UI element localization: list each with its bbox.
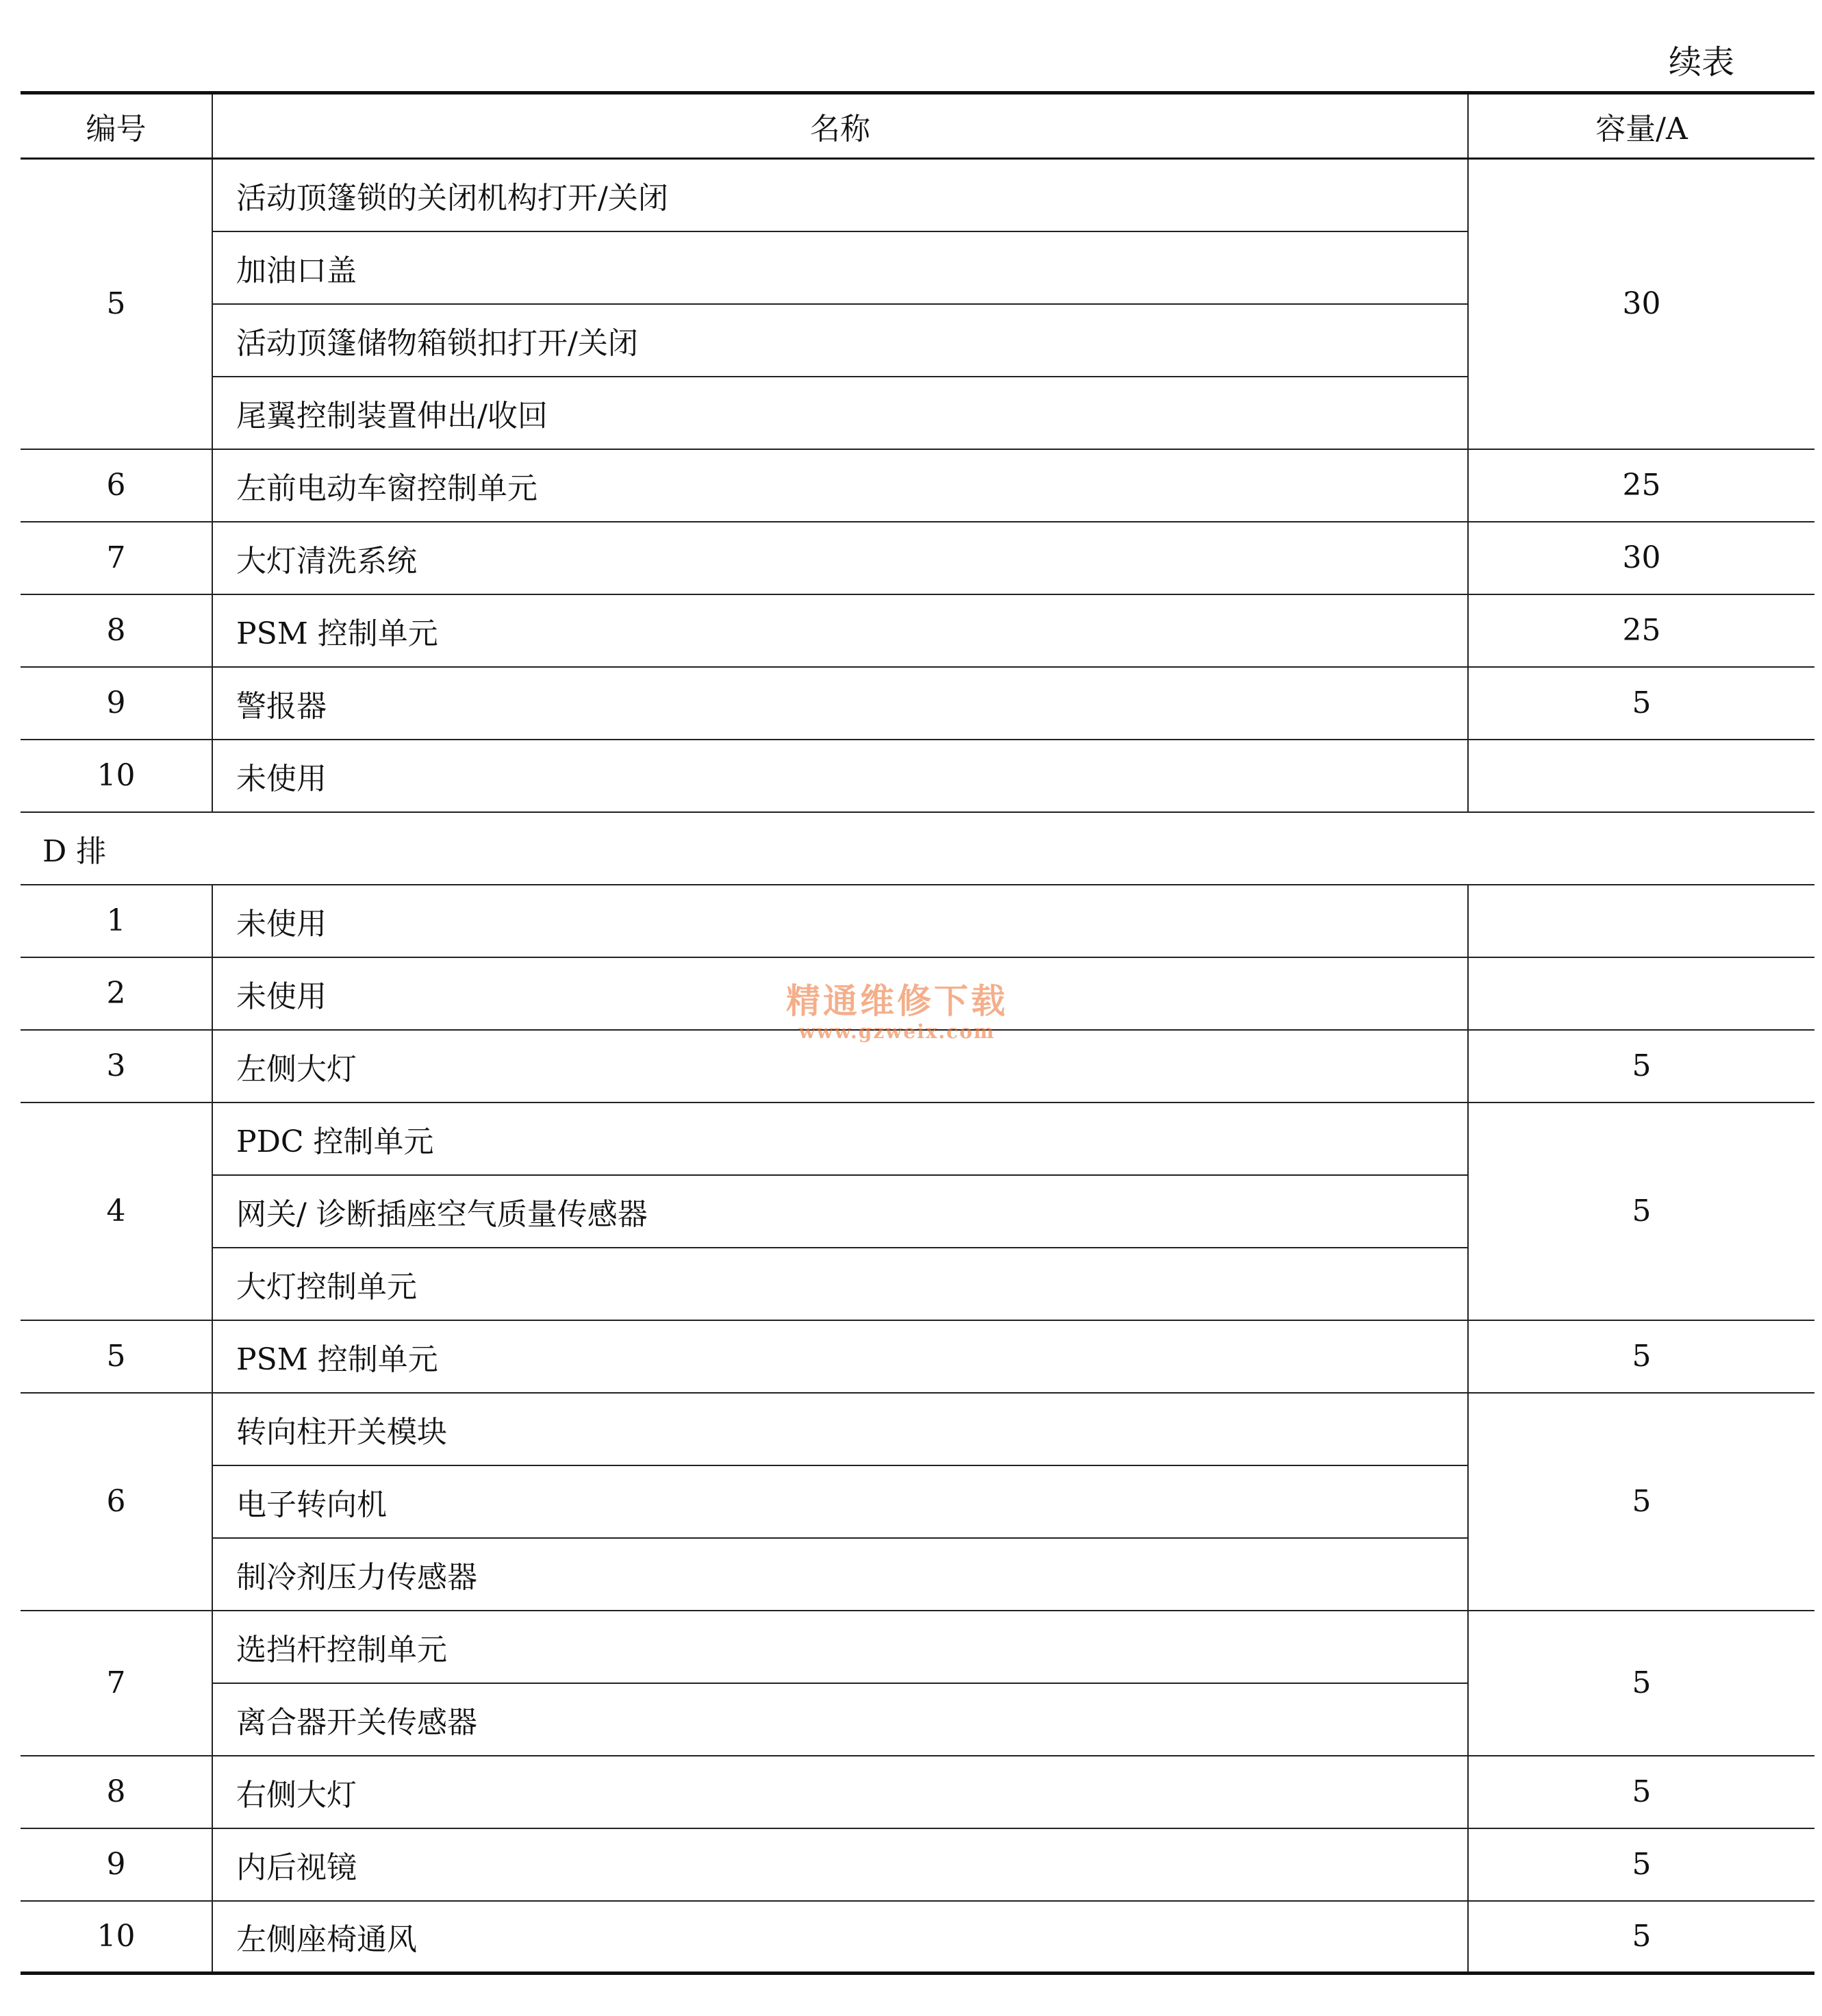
row-name: 大灯控制单元: [212, 1248, 1468, 1320]
row-capacity: 5: [1468, 1756, 1814, 1828]
section-row: [21, 812, 1814, 885]
continued-label: 续表: [1668, 43, 1734, 81]
row-number: 10: [21, 740, 212, 812]
table-row: [21, 522, 1814, 594]
row-capacity: 30: [1468, 159, 1814, 449]
row-number: 8: [21, 1756, 212, 1828]
row-number: 5: [21, 1320, 212, 1393]
row-name: PSM 控制单元: [212, 1320, 1468, 1393]
table-row: [21, 1611, 1814, 1683]
row-number: 9: [21, 667, 212, 740]
row-name: PDC 控制单元: [212, 1102, 1468, 1175]
row-capacity: 25: [1468, 594, 1814, 667]
row-number: 10: [21, 1901, 212, 1974]
row-name: 转向柱开关模块: [212, 1393, 1468, 1465]
row-name: PSM 控制单元: [212, 594, 1468, 667]
row-capacity: 5: [1468, 1030, 1814, 1102]
row-capacity: 5: [1468, 1828, 1814, 1901]
row-number: 8: [21, 594, 212, 667]
row-capacity: [1468, 885, 1814, 957]
row-number: 1: [21, 885, 212, 957]
row-name: 尾翼控制装置伸出/收回: [212, 377, 1468, 449]
row-name: 左侧大灯: [212, 1030, 1468, 1102]
row-name: 加油口盖: [212, 231, 1468, 304]
table-row: [21, 159, 1814, 231]
table-row: [21, 1102, 1814, 1175]
row-number: 3: [21, 1030, 212, 1102]
row-number: 7: [21, 522, 212, 594]
row-name: 警报器: [212, 667, 1468, 740]
header-name: 名称: [212, 93, 1468, 159]
row-name: 右侧大灯: [212, 1756, 1468, 1828]
row-number: 6: [21, 449, 212, 522]
row-number: 6: [21, 1393, 212, 1611]
table-row: [21, 1320, 1814, 1393]
row-number: 2: [21, 957, 212, 1030]
table-row: [21, 1828, 1814, 1901]
table-row: [21, 885, 1814, 957]
table-row: [21, 594, 1814, 667]
row-capacity: 5: [1468, 1320, 1814, 1393]
row-number: 5: [21, 159, 212, 449]
row-name: 未使用: [212, 740, 1468, 812]
row-capacity: 5: [1468, 1901, 1814, 1974]
row-name: 制冷剂压力传感器: [212, 1538, 1468, 1611]
row-capacity: 30: [1468, 522, 1814, 594]
row-name: 网关/ 诊断插座空气质量传感器: [212, 1175, 1468, 1248]
row-name: 活动顶篷储物箱锁扣打开/关闭: [212, 304, 1468, 377]
row-capacity: 5: [1468, 1611, 1814, 1756]
fuse-table: [21, 91, 1814, 1975]
table-row: [21, 1756, 1814, 1828]
table-row: [21, 449, 1814, 522]
table-header: [21, 93, 1814, 159]
row-name: 选挡杆控制单元: [212, 1611, 1468, 1683]
row-name: 未使用: [212, 885, 1468, 957]
table-row: [21, 1901, 1814, 1974]
row-name: 左前电动车窗控制单元: [212, 449, 1468, 522]
table-row: [21, 957, 1814, 1030]
row-capacity: [1468, 740, 1814, 812]
row-name: 内后视镜: [212, 1828, 1468, 1901]
section-label: D 排: [21, 812, 1814, 885]
row-name: 未使用: [212, 957, 1468, 1030]
table-row: [21, 1030, 1814, 1102]
row-name: 活动顶篷锁的关闭机构打开/关闭: [212, 159, 1468, 231]
watermark-title: 精通维修下载: [786, 981, 1008, 1021]
table-row: [21, 1393, 1814, 1465]
row-capacity: 25: [1468, 449, 1814, 522]
row-capacity: 5: [1468, 1393, 1814, 1611]
row-capacity: [1468, 957, 1814, 1030]
table-row: [21, 740, 1814, 812]
row-capacity: 5: [1468, 667, 1814, 740]
row-name: 大灯清洗系统: [212, 522, 1468, 594]
table-row: [21, 667, 1814, 740]
header-capacity: 容量/A: [1468, 93, 1814, 159]
row-name: 左侧座椅通风: [212, 1901, 1468, 1974]
row-name: 离合器开关传感器: [212, 1683, 1468, 1756]
row-number: 9: [21, 1828, 212, 1901]
row-name: 电子转向机: [212, 1465, 1468, 1538]
row-number: 7: [21, 1611, 212, 1756]
row-capacity: 5: [1468, 1102, 1814, 1320]
watermark-url: www.gzweix.com: [798, 1020, 996, 1043]
header-number: 编号: [21, 93, 212, 159]
row-number: 4: [21, 1102, 212, 1320]
